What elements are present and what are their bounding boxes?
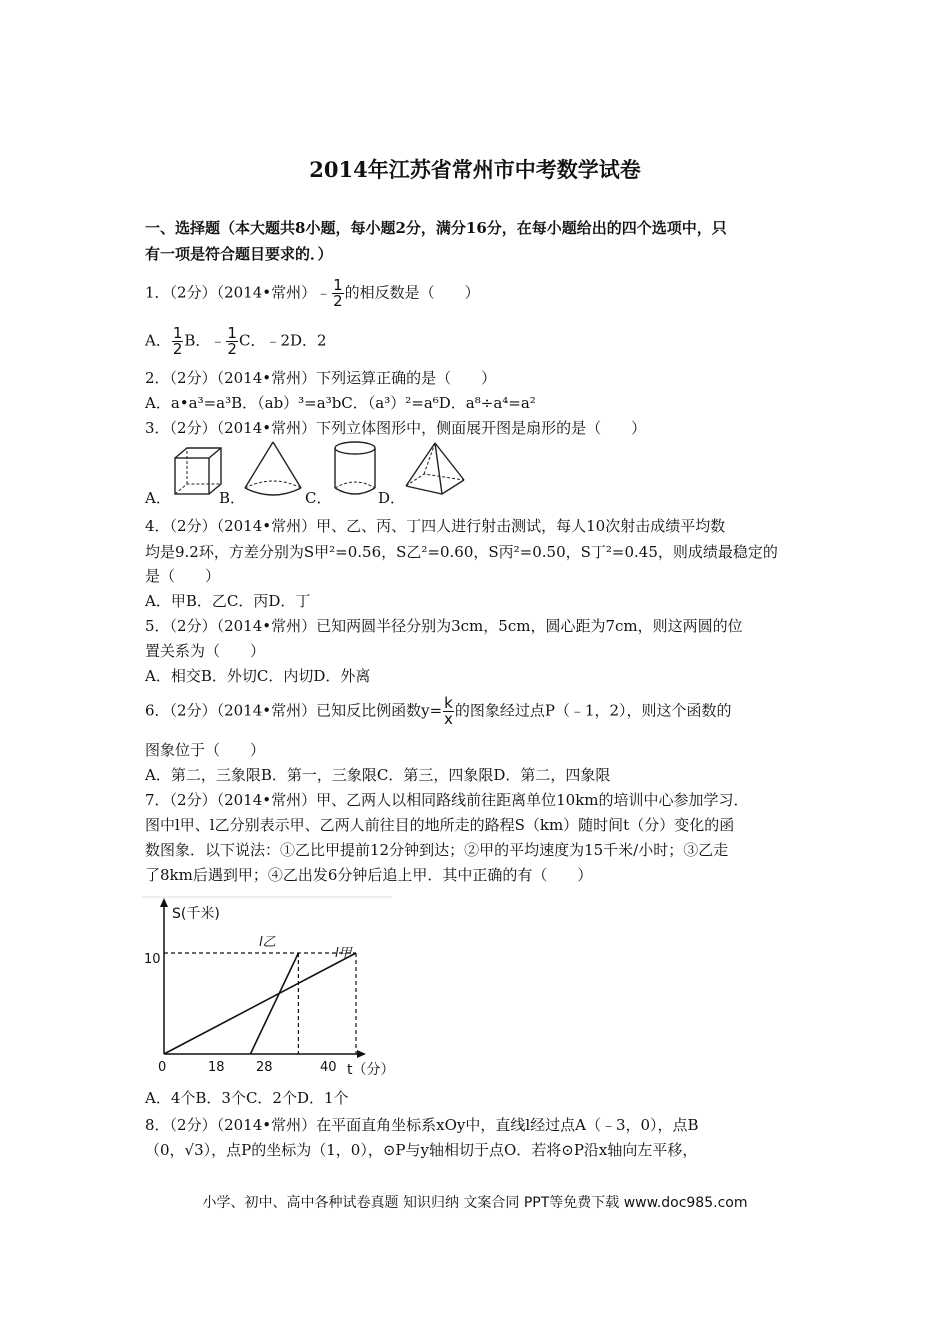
x-axis-label: t（分） bbox=[347, 1062, 395, 1078]
series-line-yi bbox=[250, 953, 298, 1054]
x-tick-28: 28 bbox=[256, 1060, 273, 1075]
q5-line2: 置关系为（ ） bbox=[145, 642, 266, 660]
q7-options: A．4个B．3个C．2个D．1个 bbox=[145, 1089, 349, 1107]
q7-line3: 数图象．以下说法：①乙比甲提前12分钟到达；②甲的平均速度为15千米/小时；③乙走 bbox=[145, 841, 729, 859]
x-tick-40: 40 bbox=[320, 1060, 337, 1075]
q4-line1: 4．（2分）（2014•常州）甲、乙、丙、丁四人进行射击测试，每人10次射击成绩平均数 bbox=[145, 517, 726, 535]
q4-line2: 均是9.2环，方差分别为S甲²=0.56，S乙²=0.60，S丙²=0.50，S丁²=0.45，则成绩最稳定的 bbox=[145, 543, 778, 561]
cone-figure bbox=[242, 440, 304, 502]
q1-fraction: $\frac{1}{2}$ bbox=[333, 276, 343, 310]
q2-options: A．a•a³=a³B．（ab）³=a³bC．（a³）²=a⁶D．a⁸÷a⁴=a² bbox=[145, 394, 536, 412]
y-axis-arrow bbox=[160, 898, 168, 907]
q6-fraction: $\frac{k}{x}$ bbox=[444, 694, 453, 728]
origin-label: 0 bbox=[158, 1060, 167, 1075]
x-axis-arrow bbox=[357, 1050, 366, 1058]
series-line-jia bbox=[164, 953, 356, 1054]
q7-line4: 了8km后遇到甲；④乙出发6分钟后追上甲．其中正确的有（ ） bbox=[145, 866, 593, 884]
cylinder-figure bbox=[332, 440, 378, 498]
q1-stem: 1．（2分）（2014•常州）﹣ $\frac{1}{2}$ 的相反数是（ ） bbox=[145, 276, 480, 310]
q3-option-c: C． bbox=[305, 489, 332, 507]
q6-line2: 图象位于（ ） bbox=[145, 741, 266, 759]
cube-figure bbox=[172, 445, 224, 497]
q3-option-b: B． bbox=[219, 489, 246, 507]
page-title: 2014年江苏省常州市中考数学试卷 bbox=[309, 157, 641, 182]
q3-option-a: A． bbox=[145, 489, 171, 507]
q1-options: A． $\frac{1}{2}$ B．﹣ $\frac{1}{2}$ C．﹣2D．2 bbox=[145, 324, 327, 358]
section-heading-line1: 一、选择题（本大题共8小题，每小题2分，满分16分，在每小题给出的四个选项中，只 bbox=[145, 219, 727, 237]
q6-stem: 6．（2分）（2014•常州）已知反比例函数y= $\frac{k}{x}$ 的图象经过点P（﹣1，2），则这个函数的 bbox=[145, 694, 732, 728]
q5-options: A．相交B．外切C．内切D．外离 bbox=[145, 667, 371, 685]
section-heading-line2: 有一项是符合题目要求的．） bbox=[145, 245, 333, 263]
y-tick-10: 10 bbox=[144, 952, 161, 967]
distance-time-graph bbox=[142, 896, 404, 1080]
q6-options: A．第二，三象限B．第一，三象限C．第三，四象限D．第二，四象限 bbox=[145, 766, 611, 784]
q7-line1: 7．（2分）（2014•常州）甲、乙两人以相同路线前往距离单位10km的培训中心参加学习． bbox=[145, 791, 749, 809]
page-footer: 小学、初中、高中各种试卷真题 知识归纳 文案合同 PPT等免费下载 www.doc985.com bbox=[202, 1195, 748, 1211]
q3-stem: 3．（2分）（2014•常州）下列立体图形中，侧面展开图是扇形的是（ ） bbox=[145, 419, 647, 437]
q8-line2: （0，√3），点P的坐标为（1，0），⊙P与y轴相切于点O．若将⊙P沿x轴向左平移， bbox=[145, 1141, 698, 1159]
q4-line3: 是（ ） bbox=[145, 567, 221, 585]
pyramid-figure bbox=[402, 440, 468, 498]
line-jia-label: l甲 bbox=[335, 946, 352, 961]
q7-line2: 图中l甲、l乙分别表示甲、乙两人前往目的地所走的路程S（km）随时间t（分）变化的函 bbox=[145, 816, 735, 834]
q3-option-d: D． bbox=[378, 489, 406, 507]
q8-line1: 8．（2分）（2014•常州）在平面直角坐标系xOy中，直线l经过点A（﹣3，0），点B bbox=[145, 1116, 699, 1134]
q2-stem: 2．（2分）（2014•常州）下列运算正确的是（ ） bbox=[145, 369, 497, 387]
y-axis-label: S(千米) bbox=[172, 906, 220, 922]
q5-line1: 5．（2分）（2014•常州）已知两圆半径分别为3cm，5cm，圆心距为7cm，则这两圆的位 bbox=[145, 617, 743, 635]
x-tick-18: 18 bbox=[208, 1060, 225, 1075]
q4-options: A．甲B．乙C．丙D．丁 bbox=[145, 592, 311, 610]
line-yi-label: l乙 bbox=[259, 935, 276, 950]
